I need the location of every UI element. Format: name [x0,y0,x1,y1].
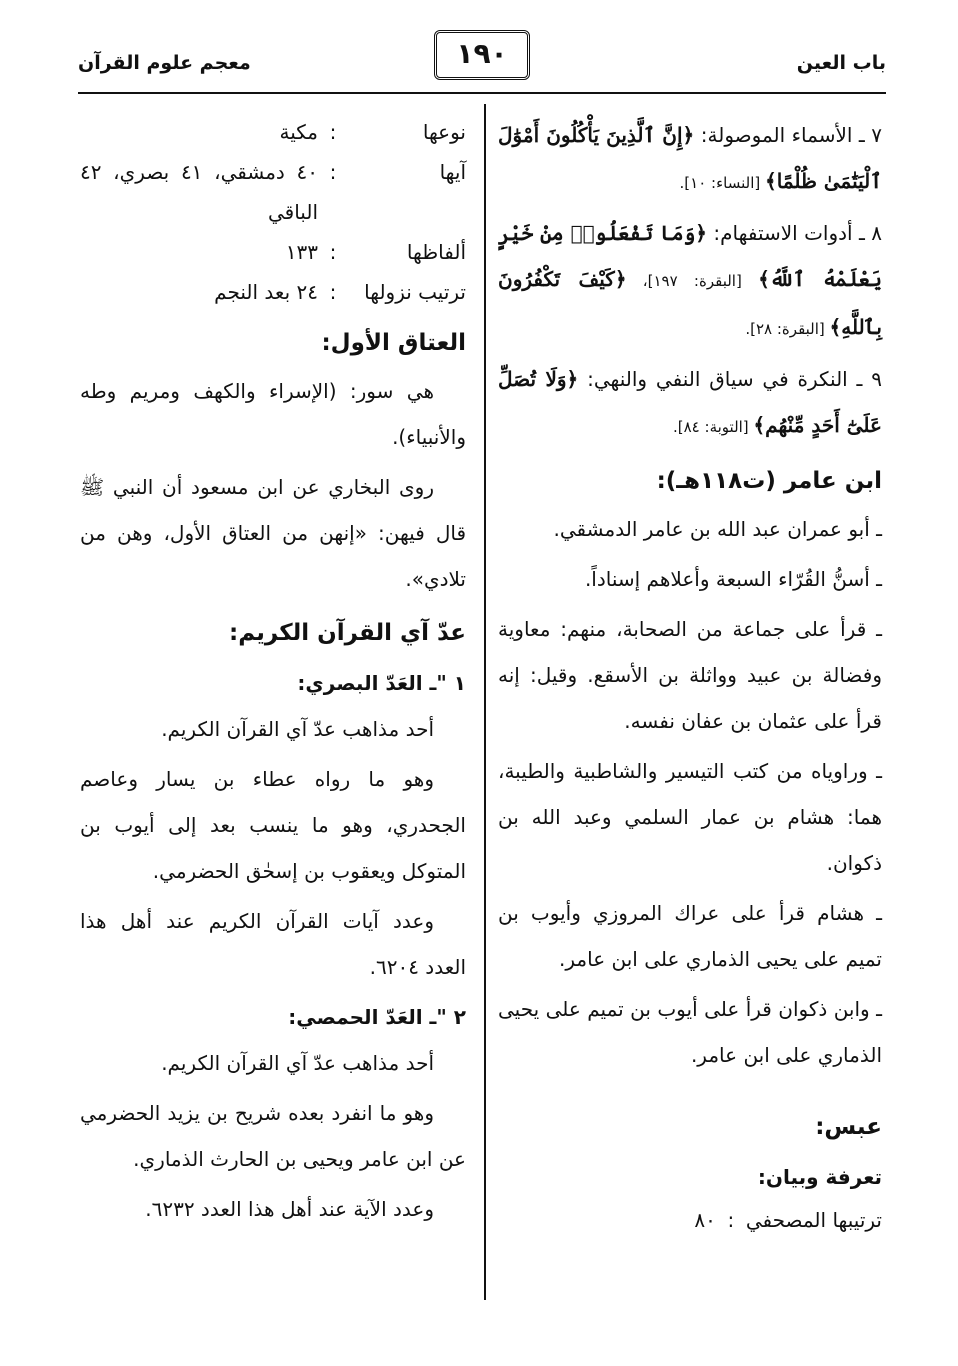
meta-separator: : [329,240,337,264]
ibn-amer-paragraph-3: ـ قرأ على جماعة من الصحابة، منهم: معاوية وفضالة بن عبيد وواثلة بن الأسقع. وقيل: إنه قرأ على عثمان بن عفان نفسه. [498,617,882,733]
chapter-title: باب العين [796,52,886,74]
column-divider [484,104,486,1300]
item-8-citation-1: [البقرة: ١٩٧]، [626,272,759,290]
item-7-quran: ﴿إِنَّ ٱلَّذِينَ يَأْكُلُونَ أَمْوَٰلَ ٱلْيَتَٰمَىٰ ظُلْمًا﴾ [498,123,882,193]
ibn-amer-paragraph-5: ـ هشام قرأ على عراك المروزي وأيوب بن تميم على يحيى الذماري على ابن عامر. [498,901,882,971]
ibn-amer-paragraph-1: ـ أبو عمران عبد الله بن عامر الدمشقي. [553,517,882,541]
meta-label: آيها [439,160,466,184]
himsi-paragraph-1: أحد مذاهب عدّ آي القرآن الكريم. [161,1051,434,1075]
himsi-paragraph-3: وعدد الآية عند أهل هذا العدد ٦٢٣٢. [145,1197,434,1221]
ibn-amer-paragraph-6: ـ وابن ذكوان قرأ على أيوب بن تميم على يحيى الذماري على ابن عامر. [498,997,882,1067]
item-9-citation: [التوبة: ٨٤]. [673,418,754,436]
basri-paragraph-2: وهو ما رواه عطاء بن يسار وعاصم الجحدري، وهو ما ينسب بعد إلى أيوب بن المتوكل ويعقوب بن إسحٰق الحضرمي. [80,767,466,883]
order-separator: : [727,1208,735,1232]
meta-value: مكية [279,120,318,144]
meta-value: ١٣٣ [285,240,318,264]
meta-separator: : [329,280,337,304]
meta-row-words [80,232,466,272]
add-heading: عدّ آي القرآن الكريم: [229,620,466,646]
header-divider [78,92,886,94]
meta-value: ٢٤ بعد النجم [214,280,318,304]
basri-paragraph-1: أحد مذاهب عدّ آي القرآن الكريم. [161,717,434,741]
ataq-paragraph-1: هي سور: (الإسراء والكهف ومريم وطه والأنبياء). [80,379,466,449]
item-7-citation: [النساء: ١٠]. [679,174,765,192]
page-header [78,30,886,100]
meta-label: نوعها [422,120,466,144]
order-row [498,1200,882,1240]
basri-paragraph-3: وعدد آيات القرآن الكريم عند أهل هذا العدد ٦٢٠٤. [80,909,466,979]
ataq-heading: العتاق الأول: [321,330,466,356]
meta-value: ٤٠ دمشقي، ٤١ بصري، ٤٢ الباقي [80,160,318,224]
ibn-amer-heading: ابن عامر (ت١١٨هـ): [656,468,882,494]
ibn-amer-paragraph-4: ـ وراوياه من كتب التيسير والشاطبية والطيبة، هما: هشام بن عمار السلمي وعبد الله بن ذكوان. [498,759,882,875]
item-8 [498,210,882,352]
meta-row-type [80,112,466,152]
item-9-text: ٩ ـ النكرة في سياق النفي والنهي: [578,367,882,391]
meta-row-verses [80,152,466,232]
item-8-text: ٨ ـ أدوات الاستفهام: [707,221,882,245]
meta-label: ألفاظها [406,240,466,264]
meta-separator: : [329,160,337,184]
page-number: ١٩٠ [434,30,530,80]
item-8-quran-2: ﴿كَيْفَ تَكْفُرُونَ بِٱللَّهِ﴾ [498,267,882,339]
right-column [498,112,882,1240]
meta-label: ترتيب نزولها [364,280,466,304]
meta-row-revelation-order [80,272,466,312]
left-column [80,112,466,1236]
item-9 [498,356,882,450]
item-8-citation-2: [البقرة: ٢٨]. [745,320,830,338]
himsi-heading: ٢ "ـ العَدّ الحمصي: [288,1005,466,1029]
abasa-heading: عبس: [815,1114,882,1140]
order-value: ٨٠ [694,1208,716,1232]
item-7-text: ٧ ـ الأسماء الموصولة: [694,123,882,147]
ibn-amer-paragraph-2: ـ أسنُّ القُرّاء السبعة وأعلاهم إسناداً. [584,567,882,591]
item-7 [498,112,882,206]
himsi-paragraph-2: وهو ما انفرد بعده شريح بن يزيد الحضرمي عن ابن عامر ويحيى بن الحارث الذماري. [80,1101,466,1171]
ataq-paragraph-2: روى البخاري عن ابن مسعود أن النبي ﷺ قال فيهن: «إنهن من العتاق الأول، وهن من تلادي». [80,475,466,591]
meta-separator: : [329,120,337,144]
book-title: معجم علوم القرآن [78,52,251,74]
item-8-quran-1: ﴿وَمَا تَفْعَلُوا۟ مِنْ خَيْرٍ يَعْلَمْهُ ٱللَّهُ﴾ [498,221,882,291]
intro-heading: تعرفة وبيان: [757,1165,882,1189]
order-label: ترتيبها المصحفي [745,1208,882,1232]
basri-heading: ١ "ـ العَدّ البصري: [297,671,466,695]
item-9-quran: ﴿وَلَا تُصَلِّ عَلَىٰٓ أَحَدٍ مِّنْهُم﴾ [498,367,882,437]
